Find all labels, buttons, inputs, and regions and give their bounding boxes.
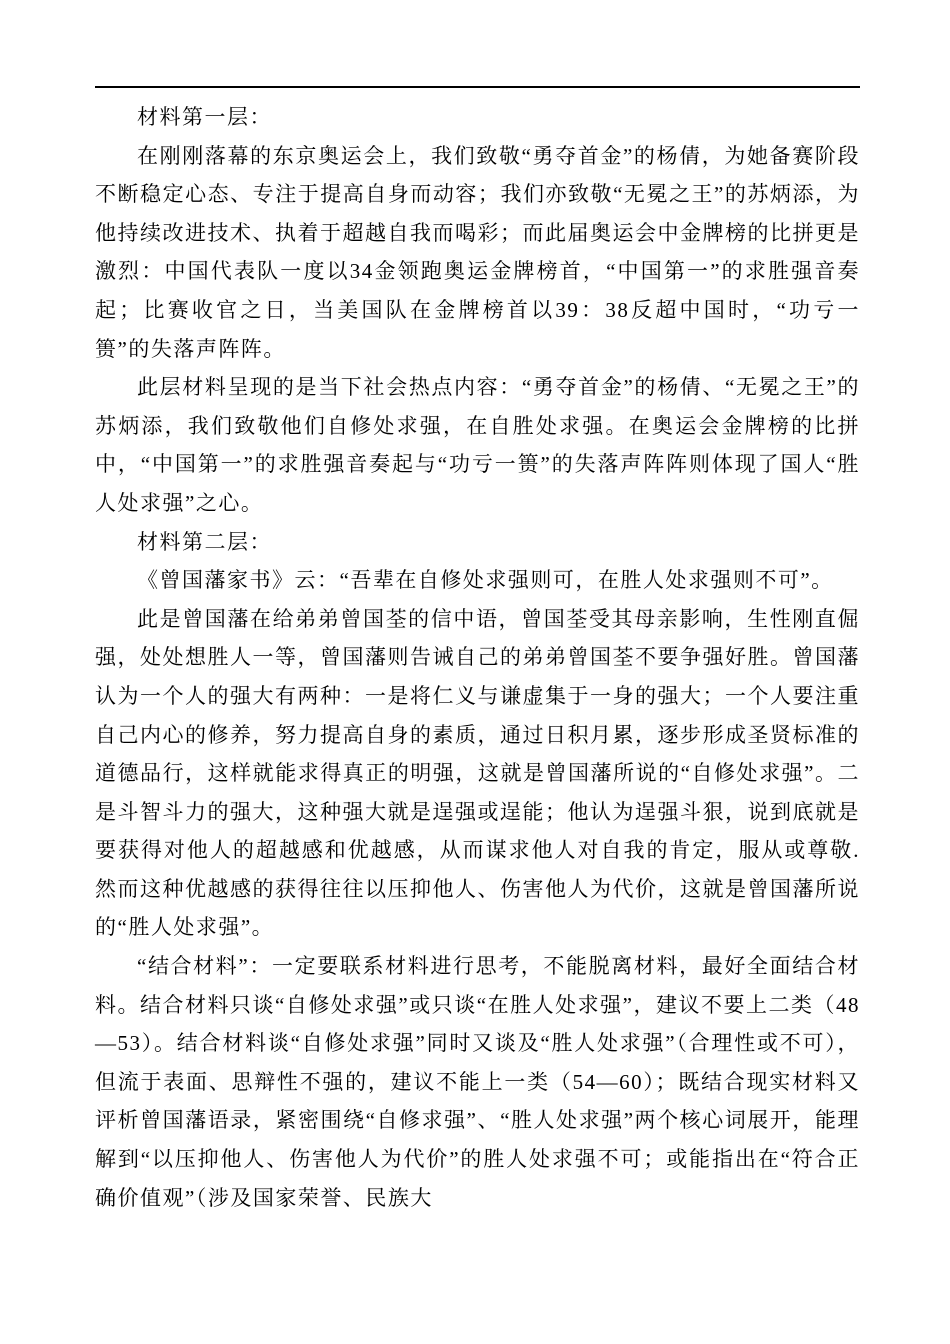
- paragraph-layer-1-analysis: 此层材料呈现的是当下社会热点内容：“勇夺首金”的杨倩、“无冕之王”的苏炳添，我们致敬他们自修处求强，在自胜处求强。在奥运会金牌榜的比拼中，“中国第一”的求胜强音奏起与“功亏一篑”的失落声阵阵则体现了国人“胜人处求强”之心。: [95, 375, 860, 515]
- header-divider: [95, 86, 860, 88]
- paragraph-layer-2-analysis: 此是曾国藩在给弟弟曾国荃的信中语，曾国荃受其母亲影响，生性刚直倔强，处处想胜人一等，曾国藩则告诫自己的弟弟曾国荃不要争强好胜。曾国藩认为一个人的强大有两种：一是将仁义与谦虚集于一身的强大；一个人要注重自己内心的修养，努力提高自身的素质，通过日积月累，逐步形成圣贤标准的道德品行，这样就能求得真正的明强，这就是曾国藩所说的“自修处求强”。二是斗智斗力的强大，这种强大就是逞强或逞能；他认为逞强斗狠，说到底就是要获得对他人的超越感和优越感，从而谋求他人对自我的肯定，服从或尊敬. 然而这种优越感的获得往往以压抑他人、伤害他人为代价，这就是曾国藩所说的“胜人处求强”。: [95, 606, 860, 940]
- section-label-layer-2: 材料第二层：: [137, 529, 272, 554]
- paragraph-material-layer-1: 在刚刚落幕的东京奥运会上，我们致敬“勇夺首金”的杨倩，为她备赛阶段不断稳定心态、专注于提高自身而动容；我们亦致敬“无冕之王”的苏炳添，为他持续改进技术、执着于超越自我而喝彩；而此届奥运会中金牌榜的比拼更是激烈：中国代表队一度以34金领跑奥运金牌榜首，“中国第一”的求胜强音奏起；比赛收官之日，当美国队在金牌榜首以39：38反超中国时，“功亏一篑”的失落声阵阵。: [95, 143, 860, 361]
- section-label-layer-1: 材料第一层：: [137, 105, 272, 129]
- document-body: [95, 98, 860, 1217]
- paragraph-grading-guidance: “结合材料”：一定要联系材料进行思考，不能脱离材料，最好全面结合材料。结合材料只谈“自修处求强”或只谈“在胜人处求强”，建议不要上二类（48—53）。结合材料谈“自修处求强”同时又谈及“胜人处求强”（合理性或不可），但流于表面、思辩性不强的，建议不能上一类（54—60）；既结合现实材料又评析曾国藩语录，紧密围绕“自修求强”、“胜人处求强”两个核心词展开，能理解到“以压抑他人、伤害他人为代价”的胜人处求强不可；或能指出在“符合正确价值观”（涉及国家荣誉、民族大: [95, 954, 860, 1210]
- paragraph-quote-zengguofan: 《曾国藩家书》云：“吾辈在自修处求强则可，在胜人处求强则不可”。: [137, 568, 834, 593]
